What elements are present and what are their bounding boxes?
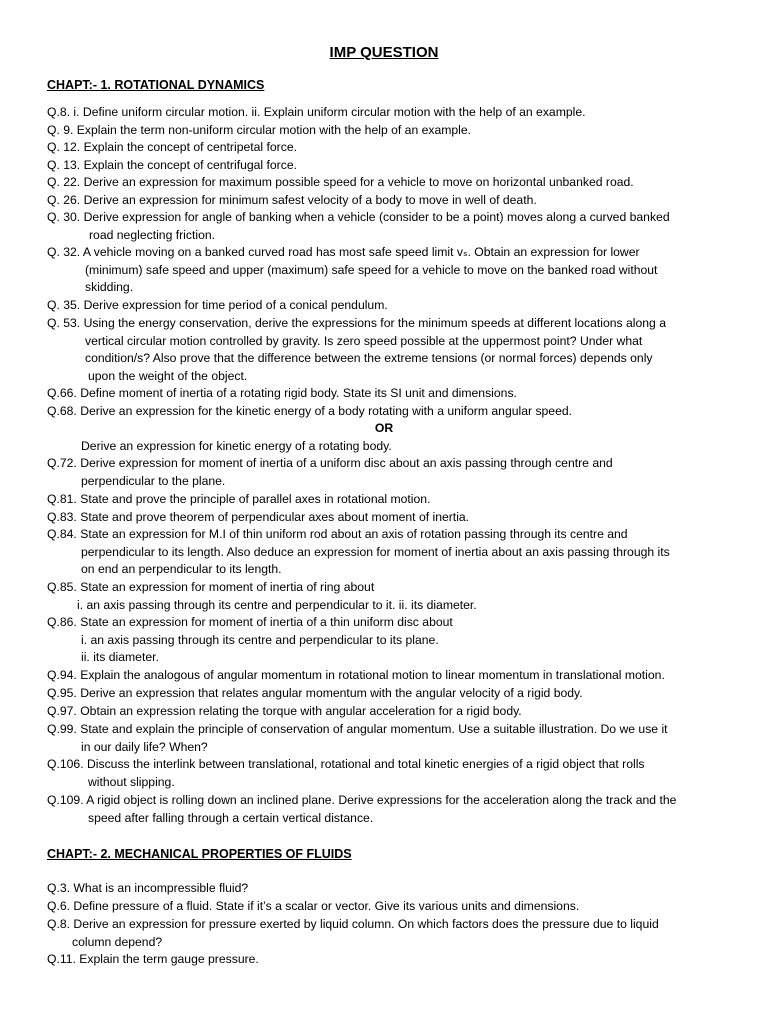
- question-line: Q.81. State and prove the principle of parallel axes in rotational motion.: [47, 492, 431, 506]
- question-line: Q. 9. Explain the term non-uniform circular motion with the help of an example.: [47, 122, 472, 137]
- question-line: Q.66. Define moment of inertia of a rotating rigid body. State its SI unit and dimensions.: [47, 386, 517, 400]
- question-line: Q.3. What is an incompressible fluid?: [47, 881, 249, 895]
- question-line: Q.109. A rigid object is rolling down an inclined plane. Derive expressions for the acceleration along the track and the: [47, 793, 677, 807]
- question-subitem: ii. its diameter.: [81, 650, 159, 664]
- question-subitem: i. an axis passing through its centre and perpendicular to its plane.: [81, 632, 439, 647]
- question-line-continued: vertical circular motion controlled by gravity. Is zero speed possible at the uppermost point? Under what: [85, 333, 643, 348]
- question-line-continued: Derive an expression for kinetic energy of a rotating body.: [81, 438, 392, 453]
- question-line: Q. 32. A vehicle moving on a banked curved road has most safe speed limit vₛ. Obtain an expression for lower: [47, 245, 640, 259]
- question-line-continued: perpendicular to the plane.: [81, 473, 226, 488]
- question-line-continued: condition/s? Also prove that the difference between the extreme tensions (or normal forces) depends only: [85, 351, 653, 365]
- question-line: Q. 26. Derive an expression for minimum safest velocity of a body to move in well of death.: [47, 192, 537, 207]
- question-line-continued: in our daily life? When?: [81, 739, 208, 754]
- question-line: Q.106. Discuss the interlink between translational, rotational and total kinetic energies of a rigid object that rolls: [47, 757, 645, 771]
- question-line-continued: road neglecting friction.: [89, 227, 216, 242]
- question-line-continued: perpendicular to its length. Also deduce an expression for moment of inertia about an axis passing through its: [81, 544, 670, 559]
- question-line: Q. 53. Using the energy conservation, derive the expressions for the minimum speeds at different locations along a: [47, 316, 666, 330]
- question-line: Q.11. Explain the term gauge pressure.: [47, 952, 259, 966]
- question-subitem: i. an axis passing through its centre and perpendicular to it. ii. its diameter.: [77, 597, 477, 612]
- question-line: Q.68. Derive an expression for the kinetic energy of a body rotating with a uniform angular speed.: [47, 403, 573, 418]
- question-line: Q.8. Derive an expression for pressure exerted by liquid column. On which factors does the pressure due to liquid: [47, 917, 659, 931]
- question-line: Q.72. Derive expression for moment of inertia of a uniform disc about an axis passing through centre and: [47, 456, 613, 470]
- question-line-continued: on end an perpendicular to its length.: [81, 562, 282, 576]
- question-line: Q.94. Explain the analogous of angular momentum in rotational motion to linear momentum in translational motion.: [47, 668, 665, 682]
- or-separator: OR: [374, 421, 394, 435]
- question-line: Q. 30. Derive expression for angle of banking when a vehicle (consider to be a point) moves along a curved banked: [47, 210, 670, 224]
- question-line: Q. 12. Explain the concept of centripetal force.: [47, 140, 297, 154]
- question-line: Q. 13. Explain the concept of centrifugal force.: [47, 157, 297, 172]
- question-line-continued: without slipping.: [88, 774, 175, 789]
- question-line: Q.6. Define pressure of a fluid. State if it’s a scalar or vector. Give its various units and dimensions.: [47, 899, 580, 913]
- question-line-continued: speed after falling through a certain vertical distance.: [88, 810, 374, 825]
- chapter-2-heading: CHAPT:- 2. MECHANICAL PROPERTIES OF FLUIDS: [47, 847, 352, 861]
- question-line-continued: skidding.: [85, 280, 134, 294]
- question-line: Q. 22. Derive an expression for maximum possible speed for a vehicle to move on horizontal unbanked road.: [47, 175, 634, 189]
- question-line-continued: (minimum) safe speed and upper (maximum) safe speed for a vehicle to move on the banked road without: [85, 262, 658, 277]
- question-line: Q.97. Obtain an expression relating the torque with angular acceleration for a rigid body.: [47, 704, 522, 718]
- question-line-continued: upon the weight of the object.: [88, 368, 248, 383]
- question-line: Q. 35. Derive expression for time period of a conical pendulum.: [47, 298, 388, 312]
- chapter-1-heading: CHAPT:- 1. ROTATIONAL DYNAMICS: [47, 78, 265, 92]
- question-line: Q.86. State an expression for moment of inertia of a thin uniform disc about: [47, 615, 453, 629]
- question-line: Q.83. State and prove theorem of perpendicular axes about moment of inertia.: [47, 509, 470, 524]
- question-line-continued: column depend?: [72, 934, 163, 949]
- question-line: Q.8. i. Define uniform circular motion. ii. Explain uniform circular motion with the help of an example.: [47, 105, 586, 119]
- page-title: IMP QUESTION: [329, 44, 439, 61]
- question-line: Q.84. State an expression for M.I of thin uniform rod about an axis of rotation passing through its centre and: [47, 527, 628, 541]
- question-line: Q.99. State and explain the principle of conservation of angular momentum. Use a suitable illustration. Do we use it: [47, 722, 668, 736]
- question-line: Q.85. State an expression for moment of inertia of ring about: [47, 580, 375, 594]
- question-line: Q.95. Derive an expression that relates angular momentum with the angular velocity of a rigid body.: [47, 686, 583, 700]
